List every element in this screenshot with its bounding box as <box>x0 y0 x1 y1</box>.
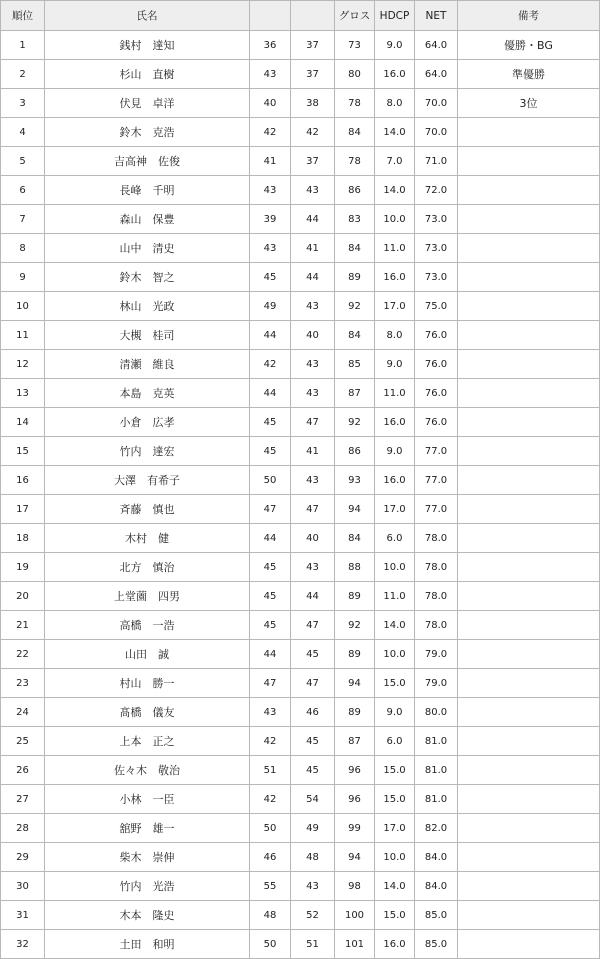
cell-hdcp: 15.0 <box>375 756 415 785</box>
cell-gross: 89 <box>335 698 375 727</box>
cell-hdcp: 7.0 <box>375 147 415 176</box>
cell-gross: 93 <box>335 466 375 495</box>
cell-name: 髙橋 儀友 <box>45 698 250 727</box>
cell-hdcp: 15.0 <box>375 785 415 814</box>
cell-net: 78.0 <box>415 611 458 640</box>
cell-out: 45 <box>250 611 291 640</box>
cell-name: 伏見 卓洋 <box>45 89 250 118</box>
cell-note <box>458 205 600 234</box>
header-net: NET <box>415 1 458 31</box>
table-row <box>1 437 600 466</box>
cell-gross: 94 <box>335 843 375 872</box>
cell-net: 81.0 <box>415 727 458 756</box>
cell-rank: 13 <box>1 379 45 408</box>
cell-hdcp: 9.0 <box>375 31 415 60</box>
cell-out: 44 <box>250 524 291 553</box>
cell-in: 43 <box>291 872 335 901</box>
header-note: 備考 <box>458 1 600 31</box>
table-row <box>1 524 600 553</box>
cell-gross: 85 <box>335 350 375 379</box>
cell-in: 45 <box>291 727 335 756</box>
cell-hdcp: 11.0 <box>375 379 415 408</box>
cell-name: 本島 克英 <box>45 379 250 408</box>
cell-name: 木村 健 <box>45 524 250 553</box>
cell-note <box>458 147 600 176</box>
cell-note: 準優勝 <box>458 60 600 89</box>
cell-rank: 14 <box>1 408 45 437</box>
cell-net: 77.0 <box>415 495 458 524</box>
cell-gross: 94 <box>335 669 375 698</box>
header-row <box>1 1 600 31</box>
cell-note <box>458 350 600 379</box>
cell-out: 45 <box>250 437 291 466</box>
cell-in: 40 <box>291 321 335 350</box>
cell-rank: 24 <box>1 698 45 727</box>
cell-net: 76.0 <box>415 408 458 437</box>
cell-name: 森山 保豊 <box>45 205 250 234</box>
table-row <box>1 785 600 814</box>
cell-hdcp: 16.0 <box>375 466 415 495</box>
cell-hdcp: 14.0 <box>375 118 415 147</box>
cell-net: 64.0 <box>415 31 458 60</box>
cell-net: 77.0 <box>415 437 458 466</box>
cell-note <box>458 901 600 930</box>
cell-out: 41 <box>250 147 291 176</box>
table-row <box>1 234 600 263</box>
cell-hdcp: 17.0 <box>375 814 415 843</box>
table-row <box>1 582 600 611</box>
cell-net: 81.0 <box>415 785 458 814</box>
cell-gross: 78 <box>335 147 375 176</box>
cell-in: 40 <box>291 524 335 553</box>
cell-in: 42 <box>291 118 335 147</box>
cell-net: 78.0 <box>415 553 458 582</box>
cell-gross: 86 <box>335 176 375 205</box>
cell-in: 45 <box>291 640 335 669</box>
cell-in: 51 <box>291 930 335 959</box>
cell-out: 44 <box>250 321 291 350</box>
cell-note <box>458 756 600 785</box>
cell-note <box>458 843 600 872</box>
cell-net: 76.0 <box>415 379 458 408</box>
cell-note <box>458 437 600 466</box>
cell-net: 84.0 <box>415 872 458 901</box>
cell-note <box>458 495 600 524</box>
cell-hdcp: 16.0 <box>375 60 415 89</box>
cell-note: 3位 <box>458 89 600 118</box>
cell-name: 村山 勝一 <box>45 669 250 698</box>
cell-out: 45 <box>250 582 291 611</box>
cell-gross: 87 <box>335 727 375 756</box>
cell-name: 銭村 達知 <box>45 31 250 60</box>
cell-note <box>458 727 600 756</box>
cell-rank: 22 <box>1 640 45 669</box>
cell-rank: 8 <box>1 234 45 263</box>
table-row <box>1 321 600 350</box>
cell-in: 47 <box>291 669 335 698</box>
cell-rank: 17 <box>1 495 45 524</box>
cell-in: 43 <box>291 553 335 582</box>
cell-hdcp: 10.0 <box>375 205 415 234</box>
cell-out: 40 <box>250 89 291 118</box>
cell-hdcp: 10.0 <box>375 843 415 872</box>
cell-out: 45 <box>250 408 291 437</box>
cell-hdcp: 9.0 <box>375 350 415 379</box>
table-row <box>1 698 600 727</box>
cell-name: 斉藤 慎也 <box>45 495 250 524</box>
cell-in: 46 <box>291 698 335 727</box>
cell-in: 44 <box>291 205 335 234</box>
cell-name: 上本 正之 <box>45 727 250 756</box>
cell-in: 47 <box>291 611 335 640</box>
cell-out: 42 <box>250 785 291 814</box>
cell-name: 清瀬 維良 <box>45 350 250 379</box>
cell-gross: 96 <box>335 785 375 814</box>
cell-out: 45 <box>250 263 291 292</box>
cell-net: 85.0 <box>415 901 458 930</box>
cell-hdcp: 15.0 <box>375 669 415 698</box>
table-row <box>1 495 600 524</box>
cell-out: 50 <box>250 466 291 495</box>
cell-name: 山田 誠 <box>45 640 250 669</box>
cell-net: 73.0 <box>415 263 458 292</box>
cell-net: 75.0 <box>415 292 458 321</box>
cell-net: 70.0 <box>415 118 458 147</box>
cell-note <box>458 292 600 321</box>
cell-out: 55 <box>250 872 291 901</box>
cell-name: 大澤 有希子 <box>45 466 250 495</box>
cell-hdcp: 10.0 <box>375 553 415 582</box>
table-row <box>1 611 600 640</box>
header-in <box>291 1 335 31</box>
cell-out: 49 <box>250 292 291 321</box>
cell-out: 48 <box>250 901 291 930</box>
cell-hdcp: 14.0 <box>375 611 415 640</box>
cell-note <box>458 553 600 582</box>
cell-in: 37 <box>291 60 335 89</box>
cell-note <box>458 698 600 727</box>
cell-note <box>458 408 600 437</box>
cell-gross: 94 <box>335 495 375 524</box>
cell-out: 43 <box>250 234 291 263</box>
cell-hdcp: 10.0 <box>375 640 415 669</box>
table-row <box>1 350 600 379</box>
cell-gross: 99 <box>335 814 375 843</box>
cell-net: 78.0 <box>415 524 458 553</box>
table-row <box>1 31 600 60</box>
cell-rank: 11 <box>1 321 45 350</box>
cell-out: 43 <box>250 698 291 727</box>
table-row <box>1 89 600 118</box>
cell-note: 優勝・BG <box>458 31 600 60</box>
cell-hdcp: 11.0 <box>375 234 415 263</box>
cell-gross: 89 <box>335 582 375 611</box>
cell-out: 44 <box>250 379 291 408</box>
cell-net: 73.0 <box>415 205 458 234</box>
cell-in: 49 <box>291 814 335 843</box>
cell-gross: 100 <box>335 901 375 930</box>
table-row <box>1 118 600 147</box>
cell-hdcp: 8.0 <box>375 89 415 118</box>
cell-name: 小倉 広孝 <box>45 408 250 437</box>
cell-rank: 25 <box>1 727 45 756</box>
cell-name: 上堂薗 四男 <box>45 582 250 611</box>
header-name: 氏名 <box>45 1 250 31</box>
cell-rank: 16 <box>1 466 45 495</box>
cell-rank: 9 <box>1 263 45 292</box>
cell-name: 北方 慎治 <box>45 553 250 582</box>
cell-in: 47 <box>291 495 335 524</box>
cell-in: 47 <box>291 408 335 437</box>
cell-note <box>458 872 600 901</box>
cell-net: 70.0 <box>415 89 458 118</box>
cell-rank: 19 <box>1 553 45 582</box>
cell-hdcp: 14.0 <box>375 872 415 901</box>
table-row <box>1 263 600 292</box>
cell-name: 林山 光政 <box>45 292 250 321</box>
cell-rank: 3 <box>1 89 45 118</box>
cell-name: 鈴木 智之 <box>45 263 250 292</box>
cell-net: 64.0 <box>415 60 458 89</box>
cell-name: 長峰 千明 <box>45 176 250 205</box>
table-row <box>1 147 600 176</box>
cell-net: 84.0 <box>415 843 458 872</box>
cell-name: 大槻 桂司 <box>45 321 250 350</box>
cell-note <box>458 785 600 814</box>
cell-name: 土田 和明 <box>45 930 250 959</box>
cell-gross: 87 <box>335 379 375 408</box>
cell-gross: 84 <box>335 321 375 350</box>
cell-rank: 32 <box>1 930 45 959</box>
table-row <box>1 292 600 321</box>
cell-name: 山中 清史 <box>45 234 250 263</box>
cell-rank: 10 <box>1 292 45 321</box>
cell-out: 42 <box>250 118 291 147</box>
cell-out: 45 <box>250 553 291 582</box>
header-rank: 順位 <box>1 1 45 31</box>
table-row <box>1 756 600 785</box>
cell-hdcp: 14.0 <box>375 176 415 205</box>
cell-gross: 92 <box>335 292 375 321</box>
table-row <box>1 176 600 205</box>
cell-net: 82.0 <box>415 814 458 843</box>
table-row <box>1 553 600 582</box>
cell-hdcp: 8.0 <box>375 321 415 350</box>
cell-net: 81.0 <box>415 756 458 785</box>
cell-net: 79.0 <box>415 640 458 669</box>
cell-out: 39 <box>250 205 291 234</box>
cell-name: 鈴木 克浩 <box>45 118 250 147</box>
cell-out: 47 <box>250 669 291 698</box>
cell-net: 85.0 <box>415 930 458 959</box>
cell-name: 吉高神 佐俊 <box>45 147 250 176</box>
cell-hdcp: 15.0 <box>375 901 415 930</box>
cell-in: 43 <box>291 350 335 379</box>
table-row <box>1 930 600 959</box>
cell-in: 45 <box>291 756 335 785</box>
cell-rank: 15 <box>1 437 45 466</box>
cell-net: 72.0 <box>415 176 458 205</box>
cell-rank: 4 <box>1 118 45 147</box>
cell-hdcp: 9.0 <box>375 437 415 466</box>
cell-hdcp: 16.0 <box>375 408 415 437</box>
cell-note <box>458 611 600 640</box>
table-row <box>1 408 600 437</box>
cell-hdcp: 16.0 <box>375 930 415 959</box>
table-header <box>1 1 600 31</box>
cell-in: 54 <box>291 785 335 814</box>
cell-note <box>458 582 600 611</box>
cell-net: 76.0 <box>415 321 458 350</box>
cell-rank: 29 <box>1 843 45 872</box>
cell-note <box>458 263 600 292</box>
cell-in: 43 <box>291 292 335 321</box>
cell-out: 44 <box>250 640 291 669</box>
cell-in: 48 <box>291 843 335 872</box>
cell-note <box>458 176 600 205</box>
cell-note <box>458 379 600 408</box>
cell-gross: 84 <box>335 118 375 147</box>
cell-note <box>458 118 600 147</box>
table-row <box>1 205 600 234</box>
table-row <box>1 901 600 930</box>
cell-net: 78.0 <box>415 582 458 611</box>
cell-name: 高橋 一浩 <box>45 611 250 640</box>
cell-name: 竹内 達宏 <box>45 437 250 466</box>
cell-rank: 23 <box>1 669 45 698</box>
cell-name: 柴木 崇伸 <box>45 843 250 872</box>
cell-name: 佐々木 敬治 <box>45 756 250 785</box>
cell-in: 38 <box>291 89 335 118</box>
cell-out: 42 <box>250 350 291 379</box>
cell-rank: 20 <box>1 582 45 611</box>
cell-hdcp: 9.0 <box>375 698 415 727</box>
cell-gross: 92 <box>335 611 375 640</box>
table-row <box>1 814 600 843</box>
cell-name: 竹内 光浩 <box>45 872 250 901</box>
table-row <box>1 727 600 756</box>
table-row <box>1 379 600 408</box>
cell-name: 木本 隆史 <box>45 901 250 930</box>
cell-net: 80.0 <box>415 698 458 727</box>
table-body <box>1 31 600 959</box>
cell-net: 71.0 <box>415 147 458 176</box>
cell-hdcp: 6.0 <box>375 727 415 756</box>
cell-rank: 6 <box>1 176 45 205</box>
cell-hdcp: 16.0 <box>375 263 415 292</box>
cell-gross: 84 <box>335 234 375 263</box>
cell-gross: 83 <box>335 205 375 234</box>
cell-gross: 98 <box>335 872 375 901</box>
cell-rank: 26 <box>1 756 45 785</box>
cell-note <box>458 814 600 843</box>
cell-out: 51 <box>250 756 291 785</box>
cell-out: 46 <box>250 843 291 872</box>
cell-rank: 18 <box>1 524 45 553</box>
cell-net: 79.0 <box>415 669 458 698</box>
cell-hdcp: 17.0 <box>375 292 415 321</box>
cell-in: 44 <box>291 263 335 292</box>
cell-out: 50 <box>250 930 291 959</box>
cell-note <box>458 669 600 698</box>
cell-hdcp: 17.0 <box>375 495 415 524</box>
table-row <box>1 640 600 669</box>
cell-note <box>458 466 600 495</box>
header-hdcp: HDCP <box>375 1 415 31</box>
cell-out: 43 <box>250 176 291 205</box>
cell-gross: 92 <box>335 408 375 437</box>
cell-gross: 78 <box>335 89 375 118</box>
cell-in: 44 <box>291 582 335 611</box>
cell-note <box>458 930 600 959</box>
header-out <box>250 1 291 31</box>
cell-rank: 7 <box>1 205 45 234</box>
cell-note <box>458 524 600 553</box>
cell-note <box>458 234 600 263</box>
cell-rank: 1 <box>1 31 45 60</box>
table-row <box>1 669 600 698</box>
cell-name: 舘野 雄一 <box>45 814 250 843</box>
cell-out: 43 <box>250 60 291 89</box>
cell-in: 43 <box>291 176 335 205</box>
cell-gross: 86 <box>335 437 375 466</box>
cell-net: 76.0 <box>415 350 458 379</box>
cell-out: 36 <box>250 31 291 60</box>
cell-rank: 12 <box>1 350 45 379</box>
cell-note <box>458 321 600 350</box>
cell-in: 41 <box>291 437 335 466</box>
cell-out: 42 <box>250 727 291 756</box>
cell-rank: 31 <box>1 901 45 930</box>
cell-note <box>458 640 600 669</box>
cell-name: 杉山 直樹 <box>45 60 250 89</box>
cell-net: 77.0 <box>415 466 458 495</box>
cell-gross: 89 <box>335 640 375 669</box>
cell-in: 41 <box>291 234 335 263</box>
cell-rank: 2 <box>1 60 45 89</box>
table-row <box>1 872 600 901</box>
cell-in: 43 <box>291 466 335 495</box>
cell-gross: 89 <box>335 263 375 292</box>
cell-rank: 27 <box>1 785 45 814</box>
cell-out: 50 <box>250 814 291 843</box>
cell-gross: 84 <box>335 524 375 553</box>
cell-name: 小林 一臣 <box>45 785 250 814</box>
cell-rank: 30 <box>1 872 45 901</box>
cell-gross: 73 <box>335 31 375 60</box>
cell-out: 47 <box>250 495 291 524</box>
cell-rank: 28 <box>1 814 45 843</box>
cell-net: 73.0 <box>415 234 458 263</box>
cell-gross: 101 <box>335 930 375 959</box>
cell-gross: 80 <box>335 60 375 89</box>
cell-in: 52 <box>291 901 335 930</box>
table-row <box>1 60 600 89</box>
cell-in: 37 <box>291 31 335 60</box>
cell-in: 43 <box>291 379 335 408</box>
cell-rank: 5 <box>1 147 45 176</box>
cell-rank: 21 <box>1 611 45 640</box>
cell-gross: 88 <box>335 553 375 582</box>
cell-in: 37 <box>291 147 335 176</box>
cell-hdcp: 11.0 <box>375 582 415 611</box>
table-row <box>1 466 600 495</box>
header-gross: グロス <box>335 1 375 31</box>
cell-gross: 96 <box>335 756 375 785</box>
table-row <box>1 843 600 872</box>
cell-hdcp: 6.0 <box>375 524 415 553</box>
